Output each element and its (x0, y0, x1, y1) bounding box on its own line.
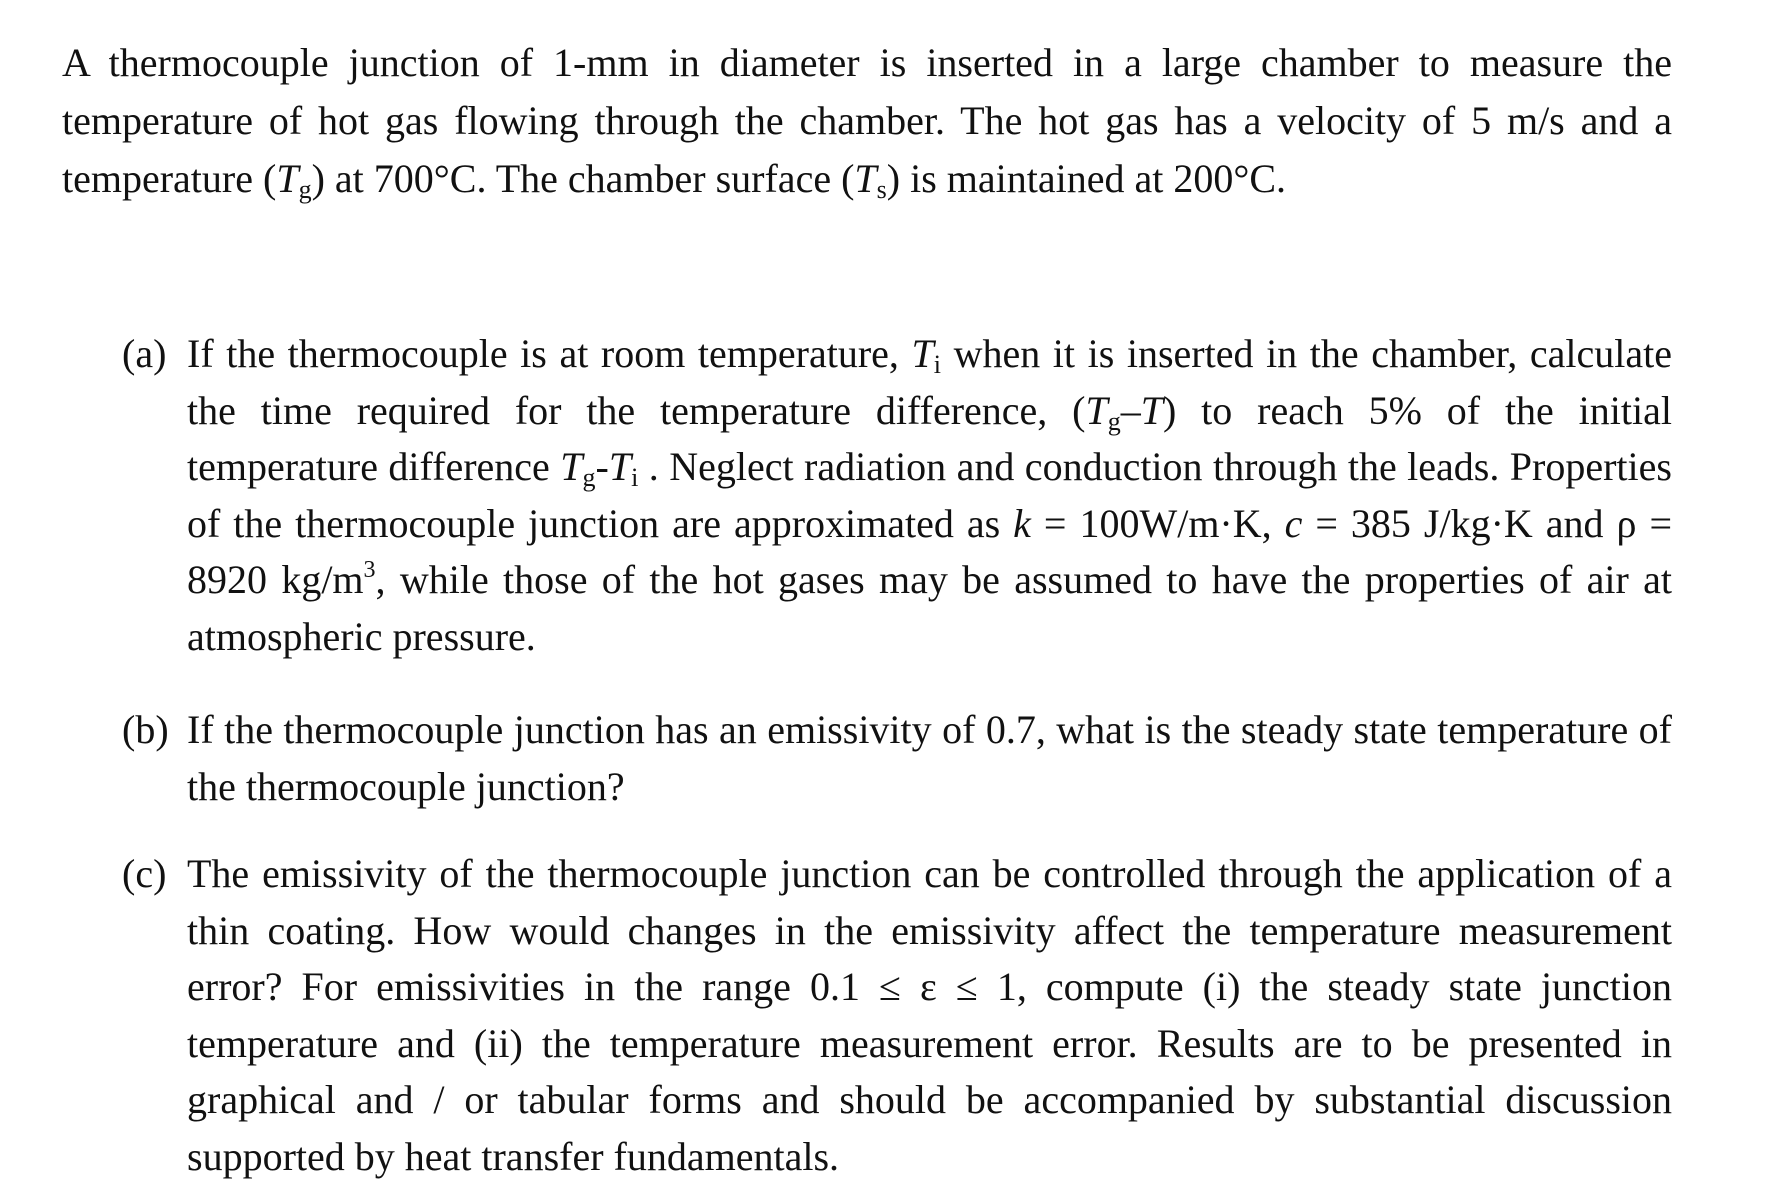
part-a-text-7: , while those of the hot gases may be assumed to have the properties of air at atmospheric pressure. (187, 557, 1672, 659)
part-b-text: If the thermocouple junction has an emissivity of 0.7, what is the steady state temperature of the thermocouple junction? (187, 707, 1672, 809)
part-a-text-6: = 385 J/kg·K and ρ = 8920 kg/m (187, 500, 1673, 602)
gas-temperature-symbol: T (1085, 387, 1108, 433)
part-c-text: The emissivity of the thermocouple junction can be controlled through the application of a thin coating. How would changes in the emissivity affect the temperature measurement error? For emissivities in the range 0.1 ≤ ε ≤ 1, compute (i) the steady state junction temperature and (ii) the temperature measurement error. Results are to be presented in graphical and / or tabular forms and should be accompanied by substantial discussion supported by heat transfer fundamentals. (187, 851, 1672, 1179)
surface-temperature-subscript: s (876, 175, 887, 204)
question-part-b (122, 702, 1672, 815)
part-a-label: (a) (122, 331, 167, 376)
specific-heat-symbol: c (1284, 500, 1303, 546)
part-c-label: (c) (122, 851, 167, 896)
surface-temperature-symbol: T (854, 156, 877, 201)
gas-temperature-subscript: g (298, 175, 312, 204)
question-part-c (122, 846, 1672, 1185)
gas-temperature-symbol: T (560, 444, 583, 489)
part-a-text-1: If the thermocouple is at room temperature, (187, 331, 912, 376)
part-a-hyphen: - (595, 444, 609, 489)
initial-temperature-subscript: i (933, 350, 941, 379)
temperature-symbol: T (1140, 387, 1163, 433)
part-a-text-5: = 100W/m·K, (1030, 500, 1285, 546)
part-a-dash: – (1120, 387, 1141, 433)
part-a-text (187, 326, 1672, 665)
part-a-text-4: . Neglect radiation and conduction through the leads. Properties of the thermocouple junction are approximated as (187, 444, 1672, 546)
part-b-label: (b) (122, 707, 169, 752)
intro-text-2: ) at 700°C. The chamber surface ( (311, 156, 855, 201)
problem-intro (62, 34, 1672, 208)
question-part-a (122, 326, 1672, 665)
intro-text-1: A thermocouple junction of 1-mm in diameter is inserted in a large chamber to measure the temperature of hot gas flowing through the chamber. The hot gas has a velocity of 5 m/s and a temperature ( (62, 40, 1672, 201)
initial-temperature-symbol: T (911, 331, 934, 376)
gas-temperature-subscript: g (1107, 406, 1121, 436)
gas-temperature-symbol: T (276, 156, 299, 201)
part-a-text-2: when it is inserted in the chamber, calculate the time required for the temperature difference, ( (187, 331, 1673, 433)
initial-temperature-subscript: i (631, 463, 639, 492)
gas-temperature-subscript: g (582, 463, 596, 492)
intro-text-3: ) is maintained at 200°C. (886, 156, 1287, 201)
conductivity-symbol: k (1013, 500, 1031, 546)
cubic-exponent: 3 (363, 557, 376, 583)
part-a-text-3: ) to reach 5% of the initial temperature difference (187, 387, 1672, 489)
initial-temperature-symbol: T (608, 444, 632, 489)
